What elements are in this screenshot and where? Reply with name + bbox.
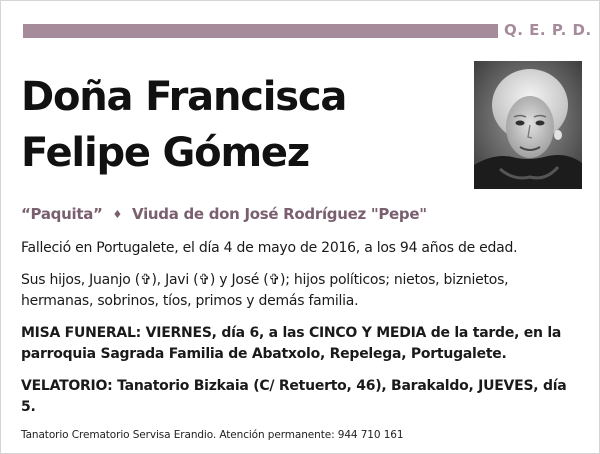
diamond-separator-icon: ♦ (112, 208, 123, 221)
family-list: Sus hijos, Juanjo (✞), Javi (✞) y José (✞); hijos políticos; nietos, biznietos, hermanas, sobrinos, tíos, primos y demás familia. (21, 272, 509, 309)
funeral-home-footer: Tanatorio Crematorio Servisa Erandio. Atención permanente: 944 710 161 (21, 429, 404, 441)
widow-of: Viuda de don José Rodríguez "Pepe" (132, 205, 427, 223)
funeral-mass: MISA FUNERAL: VIERNES, día 6, a las CINCO Y MEDIA de la tarde, en la parroquia Sagrada Familia de Abatxolo, Repelega, Portugalete. (21, 325, 562, 362)
deceased-name (21, 69, 461, 181)
subtitle (21, 205, 581, 223)
name-line-1: Doña Francisca (21, 74, 347, 120)
qepd-label: Q. E. P. D. (504, 21, 592, 39)
header-bar (23, 24, 498, 38)
portrait-image (474, 61, 582, 189)
portrait-photo (474, 61, 582, 189)
name-line-2: Felipe Gómez (21, 130, 309, 176)
wake-info: VELATORIO: Tanatorio Bizkaia (C/ Retuerto, 46), Barakaldo, JUEVES, día 5. (21, 378, 567, 415)
nickname: “Paquita” (21, 205, 103, 223)
death-notice: Falleció en Portugalete, el día 4 de mayo de 2016, a los 94 años de edad. (21, 240, 518, 256)
